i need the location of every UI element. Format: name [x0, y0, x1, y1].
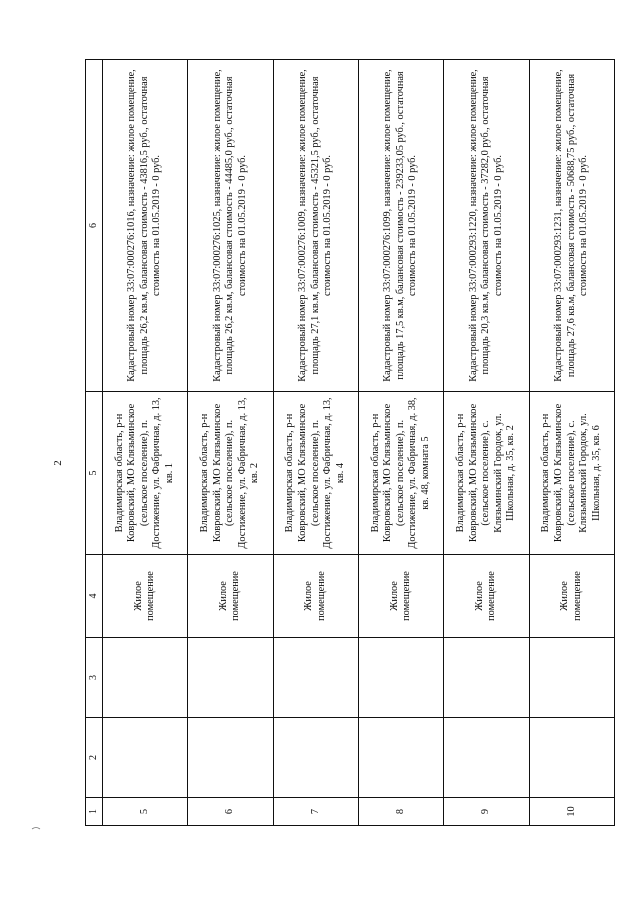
table-row — [188, 60, 273, 826]
header-cell-2: 2 — [86, 718, 103, 798]
property-details: Кадастровый номер 33:07:000276:1016, назначение: жилое помещение, площадь 26,2 кв.м, балансовая стоимость - 43816,5 руб., остаточная стоимость на 01.05.2019 - 0 руб. — [103, 60, 188, 392]
table-header-row — [86, 60, 103, 826]
cell-col3 — [103, 638, 188, 718]
header-cell-6: 6 — [86, 60, 103, 392]
property-address: Владимирская область, р-н Ковровский, МО Клязьминское (сельское поселение), п. Достижение, ул. Фабричная, д. 13, кв. 2 — [188, 392, 273, 555]
property-type: Жилое помещение — [529, 555, 614, 638]
property-address: Владимирская область, р-н Ковровский, МО Клязьминское (сельское поселение), п. Достижение, ул. Фабричная, д. 13, кв. 1 — [103, 392, 188, 555]
row-number: 7 — [273, 798, 358, 826]
cell-col3 — [444, 638, 529, 718]
table-row — [103, 60, 188, 826]
property-details: Кадастровый номер 33:07:000276:1099, назначение: жилое помещение, площадь 17,5 кв.м, балансовая стоимость - 239233,05 руб., остаточная стоимость на 01.05.2019 - 0 руб. — [358, 60, 443, 392]
property-address: Владимирская область, р-н Ковровский, МО Клязьминское (сельское поселение), с. Клязьминский Городок, ул. Школьная, д. 35, кв. 6 — [529, 392, 614, 555]
cell-col3 — [529, 638, 614, 718]
property-address: Владимирская область, р-н Ковровский, МО Клязьминское (сельское поселение), п. Достижение, ул. Фабричная, д. 38, кв. 48, комната 5 — [358, 392, 443, 555]
header-cell-5: 5 — [86, 392, 103, 555]
table-wrapper — [85, 60, 615, 826]
table-row — [273, 60, 358, 826]
property-details: Кадастровый номер 33:07:000293:1220, назначение: жилое помещение, площадь 20,3 кв.м, балансовая стоимость - 37282,0 руб., остаточная стоимость на 01.05.2019 - 0 руб. — [444, 60, 529, 392]
header-cell-3: 3 — [86, 638, 103, 718]
cell-col2 — [188, 718, 273, 798]
cell-col3 — [273, 638, 358, 718]
header-cell-4: 4 — [86, 555, 103, 638]
table-row — [358, 60, 443, 826]
scan-speck-mark — [31, 826, 41, 832]
row-number: 8 — [358, 798, 443, 826]
property-table — [85, 59, 615, 826]
property-type: Жилое помещение — [444, 555, 529, 638]
table-row — [444, 60, 529, 826]
rotated-table-container — [85, 60, 615, 826]
property-details: Кадастровый номер 33:07:000276:1025, назначение: жилое помещение, площадь 26,2 кв.м, балансовая стоимость - 44485,0 руб., остаточная стоимость на 01.05.2019 - 0 руб. — [188, 60, 273, 392]
property-type: Жилое помещение — [358, 555, 443, 638]
row-number: 10 — [529, 798, 614, 826]
property-type: Жилое помещение — [188, 555, 273, 638]
cell-col2 — [273, 718, 358, 798]
property-address: Владимирская область, р-н Ковровский, МО Клязьминское (сельское поселение), п. Достижение, ул. Фабричная, д. 13, кв. 4 — [273, 392, 358, 555]
page-number: 2 — [52, 460, 64, 466]
property-details: Кадастровый номер 33:07:000276:1009, назначение: жилое помещение, площадь 27,1 кв.м, балансовая стоимость - 45321,5 руб., остаточная стоимость на 01.05.2019 - 0 руб. — [273, 60, 358, 392]
property-address: Владимирская область, р-н Ковровский, МО Клязьминское (сельское поселение), с. Клязьминский Городок, ул. Школьная, д. 35, кв. 2 — [444, 392, 529, 555]
header-cell-1: 1 — [86, 798, 103, 826]
row-number: 5 — [103, 798, 188, 826]
property-type: Жилое помещение — [103, 555, 188, 638]
cell-col2 — [444, 718, 529, 798]
cell-col2 — [358, 718, 443, 798]
cell-col3 — [358, 638, 443, 718]
row-number: 6 — [188, 798, 273, 826]
property-details: Кадастровый номер 33:07:000293:1231, назначение: жилое помещение, площадь 27,6 кв.м, балансовая стоимость - 50688,75 руб., остаточная стоимость на 01.05.2019 - 0 руб. — [529, 60, 614, 392]
row-number: 9 — [444, 798, 529, 826]
table-row — [529, 60, 614, 826]
property-type: Жилое помещение — [273, 555, 358, 638]
cell-col2 — [103, 718, 188, 798]
cell-col2 — [529, 718, 614, 798]
cell-col3 — [188, 638, 273, 718]
